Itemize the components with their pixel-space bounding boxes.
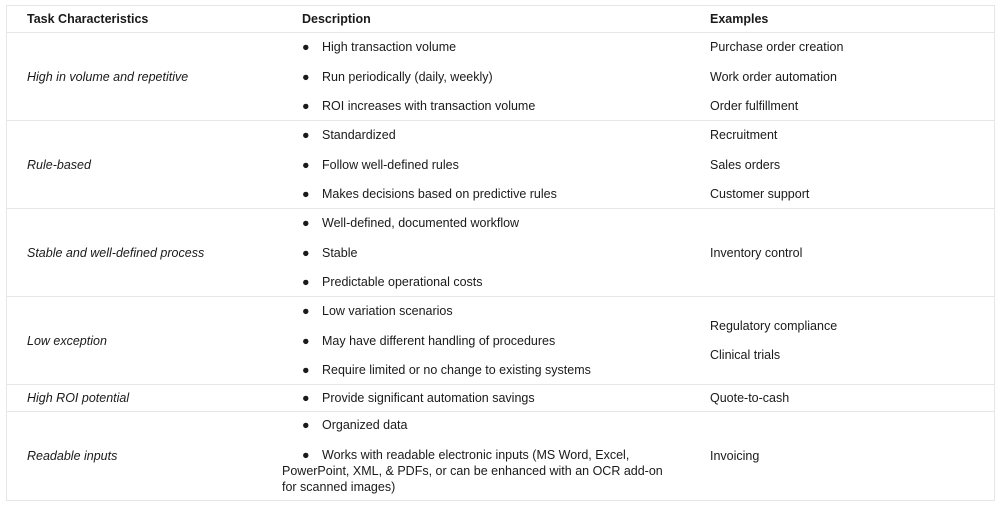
- description-bullet-item: [302, 127, 690, 143]
- description-bullet-item: [302, 333, 690, 349]
- bullet-icon: ●: [302, 391, 310, 405]
- bullet-icon: ●: [302, 99, 310, 113]
- characteristic-cell: Rule-based: [27, 157, 91, 172]
- characteristic-cell: Stable and well-defined process: [27, 245, 205, 260]
- description-bullet-item: [302, 245, 690, 261]
- description-cell: [282, 297, 690, 384]
- table-header-row: [7, 6, 994, 32]
- characteristic-cell: High in volume and repetitive: [27, 69, 189, 84]
- description-bullet-item: [302, 186, 690, 202]
- table-row: [7, 32, 994, 120]
- examples-cell: [690, 209, 994, 296]
- header-examples: Examples: [710, 12, 769, 26]
- table-row: [7, 120, 994, 208]
- header-description: Description: [302, 12, 371, 26]
- description-cell: [282, 412, 690, 500]
- example-item: Recruitment: [710, 128, 778, 142]
- description-bullet-item: [302, 417, 690, 433]
- description-bullet-item: [302, 157, 690, 173]
- bullet-icon: ●: [302, 157, 310, 172]
- bullet-icon: ●: [302, 187, 310, 201]
- bullet-icon: ●: [302, 418, 310, 433]
- bullet-icon: ●: [302, 363, 310, 377]
- description-cell: [282, 385, 690, 411]
- description-text: Stable: [322, 245, 358, 260]
- description-cell: [282, 121, 690, 208]
- example-item: Purchase order creation: [710, 40, 844, 54]
- description-text: Works with readable electronic inputs (MS Word, Excel, PowerPoint, XML, & PDFs, or can be enhanced with an OCR add-on for scanned images): [282, 447, 663, 494]
- description-text: Well-defined, documented workflow: [322, 216, 520, 230]
- characteristic-cell: High ROI potential: [27, 391, 130, 405]
- examples-cell: [690, 33, 994, 120]
- table-row: [7, 208, 994, 296]
- table-row: [7, 384, 994, 411]
- example-item: Order fulfillment: [710, 99, 799, 113]
- example-item: Work order automation: [710, 69, 837, 84]
- description-text: May have different handling of procedures: [322, 333, 556, 348]
- example-item: Clinical trials: [710, 348, 781, 363]
- description-text: Provide significant automation savings: [322, 391, 535, 405]
- description-bullet-item: [302, 362, 690, 378]
- description-bullet-item: [302, 98, 690, 114]
- bullet-icon: ●: [302, 245, 310, 260]
- bullet-icon: ●: [302, 275, 310, 289]
- example-item: Sales orders: [710, 157, 781, 172]
- bullet-icon: ●: [302, 216, 310, 230]
- description-text: Standardized: [322, 128, 396, 142]
- characteristic-cell: Readable inputs: [27, 449, 118, 463]
- description-bullet-item: [302, 39, 690, 55]
- description-bullet-item: [302, 215, 690, 231]
- description-bullet-item: [302, 69, 690, 85]
- task-characteristics-table: [6, 5, 995, 501]
- examples-cell: [690, 297, 994, 384]
- description-text: Predictable operational costs: [322, 275, 483, 289]
- description-text: Require limited or no change to existing systems: [322, 363, 591, 377]
- characteristic-cell: Low exception: [27, 333, 107, 348]
- header-task-characteristics: Task Characteristics: [27, 12, 149, 26]
- example-item: Inventory control: [710, 245, 803, 260]
- bullet-icon: ●: [302, 447, 310, 462]
- table-row: [7, 296, 994, 384]
- description-text: Run periodically (daily, weekly): [322, 69, 493, 84]
- bullet-icon: ●: [302, 40, 310, 54]
- description-text: Makes decisions based on predictive rules: [322, 187, 557, 201]
- description-text: Follow well-defined rules: [322, 157, 459, 172]
- description-text: ROI increases with transaction volume: [322, 99, 536, 113]
- description-text: High transaction volume: [322, 40, 457, 54]
- description-cell: [282, 209, 690, 296]
- bullet-icon: ●: [302, 333, 310, 348]
- description-text: Low variation scenarios: [322, 304, 453, 318]
- example-item: Regulatory compliance: [710, 318, 838, 333]
- description-bullet-item: [302, 390, 690, 406]
- examples-cell: [690, 385, 994, 411]
- example-item: Quote-to-cash: [710, 391, 790, 405]
- description-bullet-item: [282, 447, 690, 495]
- examples-cell: [690, 412, 994, 500]
- bullet-icon: ●: [302, 304, 310, 318]
- examples-cell: [690, 121, 994, 208]
- example-item: Invoicing: [710, 449, 760, 463]
- bullet-icon: ●: [302, 128, 310, 142]
- description-bullet-item: [302, 274, 690, 290]
- table-row: [7, 411, 994, 500]
- description-bullet-item: [302, 303, 690, 319]
- bullet-icon: ●: [302, 69, 310, 84]
- example-item: Customer support: [710, 187, 810, 201]
- description-text: Organized data: [322, 418, 408, 433]
- description-cell: [282, 33, 690, 120]
